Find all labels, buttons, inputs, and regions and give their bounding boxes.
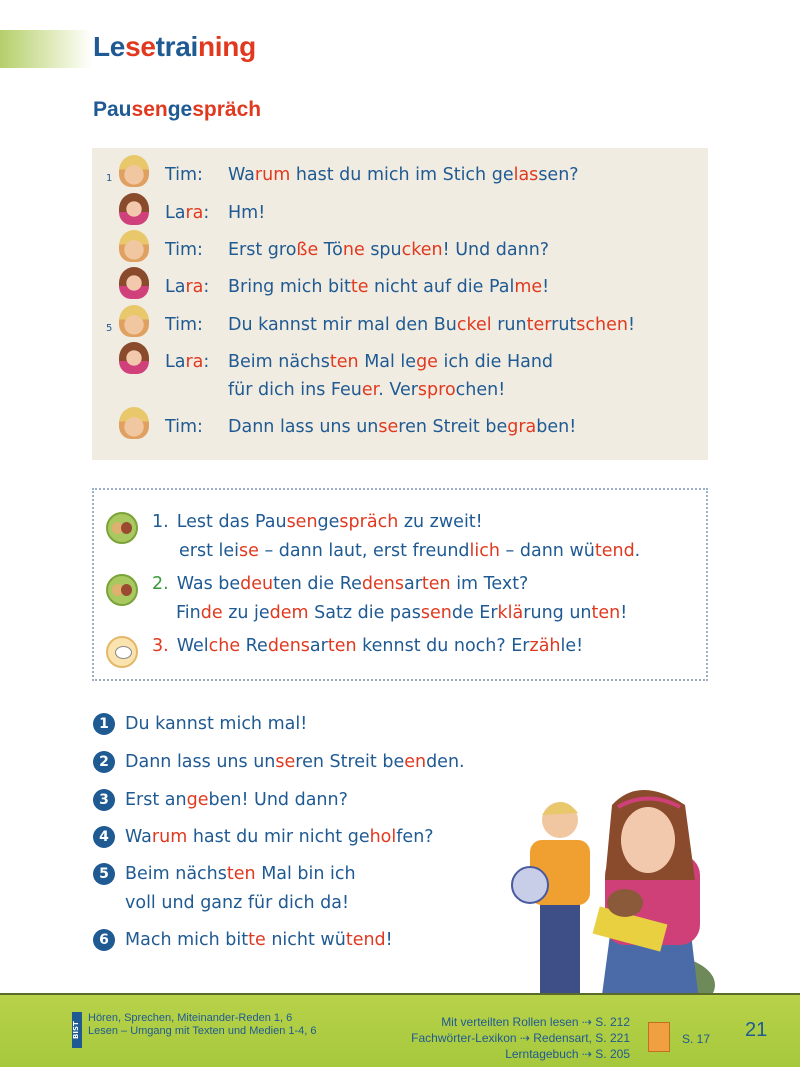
saying-number-badge: 6 <box>93 929 115 951</box>
highlighted-syllable: ten <box>327 636 357 656</box>
dialogue-line <box>92 415 708 439</box>
text-segment: Bring mich bit <box>228 277 351 297</box>
standards-list <box>88 1012 317 1038</box>
highlighted-syllable: er <box>361 380 379 400</box>
highlighted-syllable: ge <box>416 352 438 372</box>
highlighted-syllable: se <box>275 752 296 772</box>
highlighted-syllable: spräch <box>192 98 262 121</box>
text-segment: . <box>634 541 641 561</box>
speaker-name <box>165 238 203 262</box>
text-segment: Mal bin ich <box>255 864 356 884</box>
text-segment: Tö <box>318 240 343 260</box>
text-segment: Du kannst mich mal! <box>125 714 308 734</box>
lara-avatar-icon <box>119 193 149 225</box>
text-segment: ! Und dann? <box>442 240 550 260</box>
text-segment: Tim: <box>165 165 203 185</box>
text-segment: rung un <box>523 603 592 623</box>
text-segment: ren Streit be <box>295 752 405 772</box>
text-segment: Pau <box>93 98 132 121</box>
highlighted-syllable: ra <box>185 352 204 372</box>
speaker-name <box>165 201 209 225</box>
highlighted-syllable: ning <box>198 31 256 62</box>
saying-text <box>125 790 348 810</box>
task-box <box>92 488 708 681</box>
section-title <box>93 98 261 122</box>
task-text <box>177 512 483 532</box>
text-segment: Was be <box>176 574 241 594</box>
highlighted-syllable: se <box>239 541 259 561</box>
highlighted-syllable: hol <box>369 827 397 847</box>
tim-avatar-icon <box>119 407 149 439</box>
saying-text <box>125 864 356 884</box>
saying-item <box>93 825 434 849</box>
children-illustration <box>500 785 720 1010</box>
page-title <box>93 31 256 63</box>
text-segment: fen? <box>396 827 434 847</box>
task-text <box>177 636 583 656</box>
text-segment: Fin <box>176 603 201 623</box>
speaker-name <box>165 313 203 337</box>
text-segment: de Er <box>451 603 498 623</box>
task-text <box>179 541 640 561</box>
saying-text <box>125 893 349 913</box>
text-segment: run <box>491 315 527 335</box>
text-segment: – dann wü <box>499 541 595 561</box>
task-number: 2. <box>152 574 169 594</box>
workbook-page-ref: S. 17 <box>682 1032 711 1046</box>
highlighted-syllable: schen <box>576 315 628 335</box>
text-segment: ge <box>167 98 193 121</box>
text-segment: ! <box>628 315 636 335</box>
saying-number-badge: 1 <box>93 713 115 735</box>
highlighted-syllable: rum <box>151 827 188 847</box>
speech-bubble-icon <box>106 636 138 668</box>
dialogue-text <box>228 201 265 225</box>
text-segment: Mach mich bit <box>125 930 249 950</box>
speaker-name <box>165 163 203 187</box>
text-segment: ! <box>620 603 628 623</box>
text-segment: : <box>203 203 210 223</box>
saying-item <box>93 788 348 812</box>
task-number: 3. <box>152 636 169 656</box>
highlighted-syllable: ne <box>342 240 365 260</box>
text-segment: Tim: <box>165 417 203 437</box>
dialogue-line <box>92 313 708 337</box>
highlighted-syllable: en <box>404 752 427 772</box>
text-segment: Beim nächs <box>228 352 330 372</box>
text-segment: chen! <box>455 380 506 400</box>
text-segment: Wa <box>125 827 152 847</box>
text-segment: Wa <box>228 165 255 185</box>
saying-item <box>93 712 307 736</box>
text-segment: ich die Hand <box>437 352 554 372</box>
saying-number-badge: 3 <box>93 789 115 811</box>
saying-text <box>125 827 434 847</box>
dialogue-line <box>92 201 708 225</box>
text-segment: ! <box>385 930 393 950</box>
text-segment: Tim: <box>165 315 203 335</box>
text-segment: erst lei <box>179 541 239 561</box>
text-segment: Satz die pas <box>308 603 421 623</box>
highlighted-syllable: te <box>248 930 266 950</box>
text-segment: zu zweit! <box>398 512 483 532</box>
text-segment: Mal le <box>358 352 417 372</box>
task-text <box>176 603 627 623</box>
highlighted-syllable: las <box>513 165 539 185</box>
highlighted-syllable: tend <box>345 930 386 950</box>
bist-label: BIST <box>72 1012 82 1048</box>
header-color-bar <box>0 30 92 68</box>
text-segment: voll und ganz für dich da! <box>125 893 349 913</box>
dialogue-line <box>92 238 708 262</box>
text-segment: Dann lass uns un <box>228 417 379 437</box>
text-segment: ten die Re <box>273 574 362 594</box>
text-segment: kennst du noch? Er <box>356 636 530 656</box>
task-text <box>177 574 529 594</box>
dialogue-text <box>228 350 553 374</box>
highlighted-syllable: se <box>125 31 156 62</box>
text-segment: spu <box>364 240 402 260</box>
text-segment: La <box>165 277 186 297</box>
text-segment: ar <box>403 574 422 594</box>
text-segment: : <box>203 277 210 297</box>
task-line <box>176 601 627 625</box>
highlighted-syllable: spro <box>417 380 456 400</box>
line-number: 1 <box>106 173 113 184</box>
text-segment: – dann laut, erst freund <box>258 541 470 561</box>
highlighted-syllable: ten <box>226 864 256 884</box>
highlighted-syllable: che <box>208 636 241 656</box>
text-segment: Lest das Pau <box>176 512 287 532</box>
saying-item <box>93 862 356 886</box>
standard-item: Lesen – Umgang mit Texten und Medien 1-4, 6 <box>88 1025 317 1037</box>
dialogue-text <box>228 378 505 402</box>
text-segment: sen? <box>538 165 579 185</box>
tim-avatar-icon <box>119 230 149 262</box>
text-segment: ben! <box>536 417 577 437</box>
dialogue-box <box>92 148 708 460</box>
text-segment: ge <box>317 512 340 532</box>
reference-link[interactable]: Mit verteilten Rollen lesen ⇢ S. 212 <box>441 1015 630 1029</box>
highlighted-syllable: sen <box>420 603 452 623</box>
text-segment: Dann lass uns un <box>125 752 276 772</box>
saying-text <box>125 930 393 950</box>
highlighted-syllable: ter <box>526 315 552 335</box>
dialogue-text <box>228 275 549 299</box>
text-segment: La <box>165 352 186 372</box>
text-segment: Erst an <box>125 790 187 810</box>
highlighted-syllable: ra <box>185 277 204 297</box>
text-segment: Le <box>93 31 126 62</box>
highlighted-syllable: spräch <box>339 512 399 532</box>
text-segment: zu je <box>222 603 270 623</box>
lara-avatar-icon <box>119 342 149 374</box>
highlighted-syllable: ra <box>185 203 204 223</box>
text-segment: hast du mich im Stich ge <box>290 165 514 185</box>
highlighted-syllable: ckel <box>456 315 492 335</box>
speaker-name <box>165 275 209 299</box>
highlighted-syllable: dem <box>269 603 309 623</box>
partner-work-icon <box>106 574 138 606</box>
highlighted-syllable: sen <box>131 98 168 121</box>
highlighted-syllable: se <box>378 417 399 437</box>
text-segment: ben! Und dann? <box>208 790 348 810</box>
highlighted-syllable: klä <box>497 603 524 623</box>
text-segment: La <box>165 203 186 223</box>
text-segment: Erst gro <box>228 240 297 260</box>
highlighted-syllable: ten <box>329 352 359 372</box>
highlighted-syllable: cken <box>401 240 443 260</box>
speaker-name <box>165 415 203 439</box>
dialogue-line <box>92 163 708 187</box>
text-segment: le! <box>560 636 584 656</box>
saying-number-badge: 4 <box>93 826 115 848</box>
tim-avatar-icon <box>119 155 149 187</box>
text-segment: Tim: <box>165 240 203 260</box>
highlighted-syllable: dens <box>267 636 310 656</box>
highlighted-syllable: ten <box>421 574 451 594</box>
text-segment: . Ver <box>378 380 418 400</box>
text-segment: den. <box>426 752 465 772</box>
partner-work-icon <box>106 512 138 544</box>
task-line <box>152 634 583 658</box>
line-number: 5 <box>106 323 113 334</box>
saying-item <box>93 928 393 952</box>
highlighted-syllable: ge <box>186 790 209 810</box>
reference-link[interactable]: Fachwörter-Lexikon ⇢ Redensart, S. 221 <box>411 1031 630 1045</box>
dialogue-text <box>228 163 579 187</box>
task-line <box>152 510 483 534</box>
dialogue-line <box>92 275 708 299</box>
text-segment: rut <box>551 315 577 335</box>
saying-number-badge: 2 <box>93 751 115 773</box>
task-line <box>179 539 640 563</box>
text-segment: Beim nächs <box>125 864 227 884</box>
highlighted-syllable: lich <box>469 541 500 561</box>
dialogue-line <box>92 350 708 400</box>
highlighted-syllable: ten <box>591 603 621 623</box>
text-segment: trai <box>155 31 198 62</box>
lara-avatar-icon <box>119 267 149 299</box>
task-number: 1. <box>152 512 169 532</box>
saying-number-badge: 5 <box>93 863 115 885</box>
reference-links <box>411 1014 630 1062</box>
text-segment: für dich ins Feu <box>228 380 362 400</box>
highlighted-syllable: te <box>350 277 369 297</box>
dialogue-text <box>228 238 549 262</box>
text-segment: Hm! <box>228 203 266 223</box>
tim-avatar-icon <box>119 305 149 337</box>
text-segment: Re <box>240 636 268 656</box>
highlighted-syllable: sen <box>286 512 318 532</box>
text-segment: : <box>203 352 210 372</box>
saying-item <box>93 750 465 774</box>
text-segment: im Text? <box>450 574 529 594</box>
text-segment: nicht auf die Pal <box>368 277 515 297</box>
highlighted-syllable: me <box>514 277 543 297</box>
reference-link[interactable]: Lerntagebuch ⇢ S. 205 <box>505 1047 630 1061</box>
highlighted-syllable: dens <box>361 574 404 594</box>
dialogue-text <box>228 415 576 439</box>
highlighted-syllable: de <box>200 603 223 623</box>
highlighted-syllable: rum <box>254 165 291 185</box>
highlighted-syllable: tend <box>594 541 635 561</box>
highlighted-syllable: ße <box>296 240 319 260</box>
saying-text <box>125 752 465 772</box>
text-segment: Du kannst mir mal den Bu <box>228 315 457 335</box>
workbook-icon <box>648 1022 670 1052</box>
page-number: 21 <box>745 1019 768 1041</box>
text-segment: ar <box>309 636 328 656</box>
highlighted-syllable: deu <box>240 574 274 594</box>
text-segment: ! <box>542 277 550 297</box>
text-segment: Wel <box>176 636 209 656</box>
text-segment: ren Streit be <box>398 417 508 437</box>
highlighted-syllable: zäh <box>529 636 561 656</box>
text-segment: hast du mir nicht ge <box>187 827 370 847</box>
saying-item <box>125 891 349 915</box>
dialogue-text <box>228 313 635 337</box>
text-segment: nicht wü <box>265 930 346 950</box>
highlighted-syllable: gra <box>507 417 537 437</box>
speaker-name <box>165 350 209 374</box>
task-line <box>152 572 528 596</box>
standard-item: Hören, Sprechen, Miteinander-Reden 1, 6 <box>88 1012 293 1024</box>
saying-text <box>125 714 307 734</box>
